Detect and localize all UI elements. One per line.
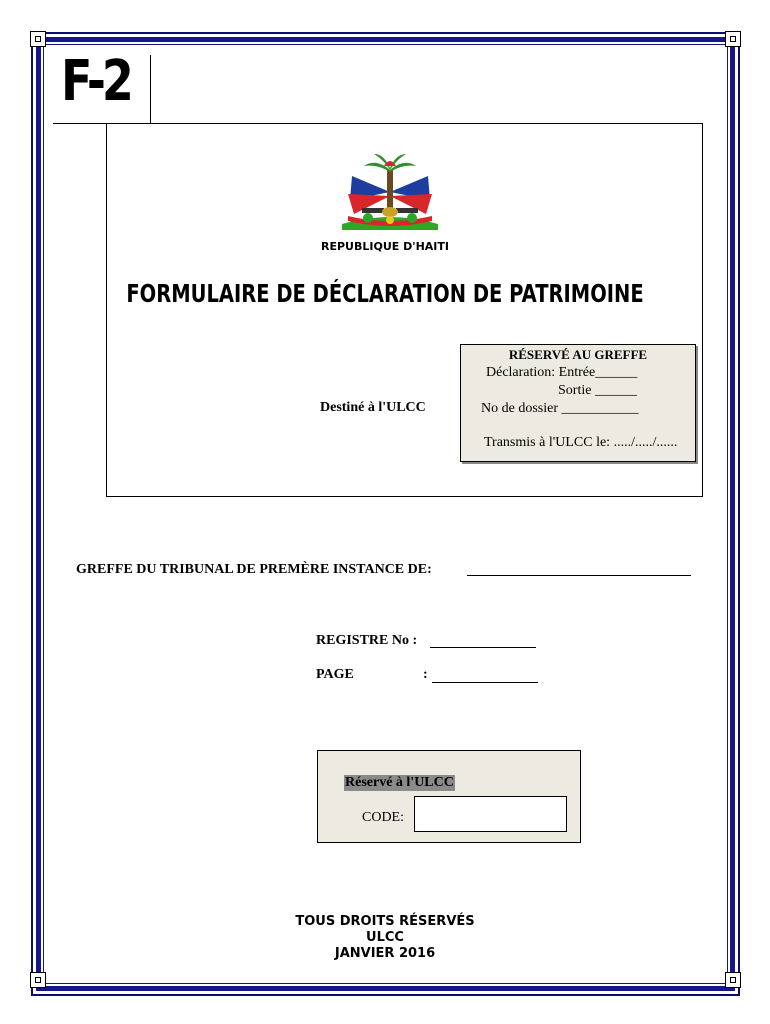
reserved-ulcc-box xyxy=(317,750,581,843)
code-field[interactable] xyxy=(414,796,567,832)
reserved-greffe-box xyxy=(460,344,696,462)
haiti-coat-of-arms-icon xyxy=(338,152,442,232)
border-corner-bottom-right xyxy=(725,972,741,988)
greffe-box-title: RÉSERVÉ AU GREFFE xyxy=(508,347,648,362)
tribunal-input-line[interactable] xyxy=(467,575,691,576)
destine-label: Destiné à l'ULCC xyxy=(320,400,426,415)
border-corner-bottom-left xyxy=(30,972,46,988)
sortie-field: Sortie ______ xyxy=(558,383,637,398)
ulcc-box-title: Réservé à l'ULCC xyxy=(345,775,454,790)
border-corner-top-left xyxy=(30,31,46,47)
form-code-divider xyxy=(150,55,151,124)
republic-heading: REPUBLIQUE D'HAITI xyxy=(321,240,449,253)
registre-input-line[interactable] xyxy=(430,647,536,648)
tribunal-label: GREFFE DU TRIBUNAL DE PREMÈRE INSTANCE DE: xyxy=(76,562,432,577)
declaration-entree-field: Déclaration: Entrée______ xyxy=(486,365,638,380)
form-code: F-2 xyxy=(61,49,130,114)
registre-label: REGISTRE No : xyxy=(316,633,418,648)
form-title: FORMULAIRE DE DÉCLARATION DE PATRIMOINE xyxy=(126,279,644,308)
footer-rights: TOUS DROITS RÉSERVÉS xyxy=(295,914,475,929)
transmis-date-field: Transmis à l'ULCC le: ...../...../...... xyxy=(484,435,678,450)
footer-org: ULCC xyxy=(366,930,404,945)
page-input-line[interactable] xyxy=(432,682,538,683)
footer-date: JANVIER 2016 xyxy=(334,946,436,961)
page-colon: : xyxy=(423,667,428,682)
code-label: CODE: xyxy=(362,810,404,825)
page-label: PAGE xyxy=(316,667,354,682)
border-corner-top-right xyxy=(725,31,741,47)
no-dossier-field: No de dossier ___________ xyxy=(481,401,639,416)
